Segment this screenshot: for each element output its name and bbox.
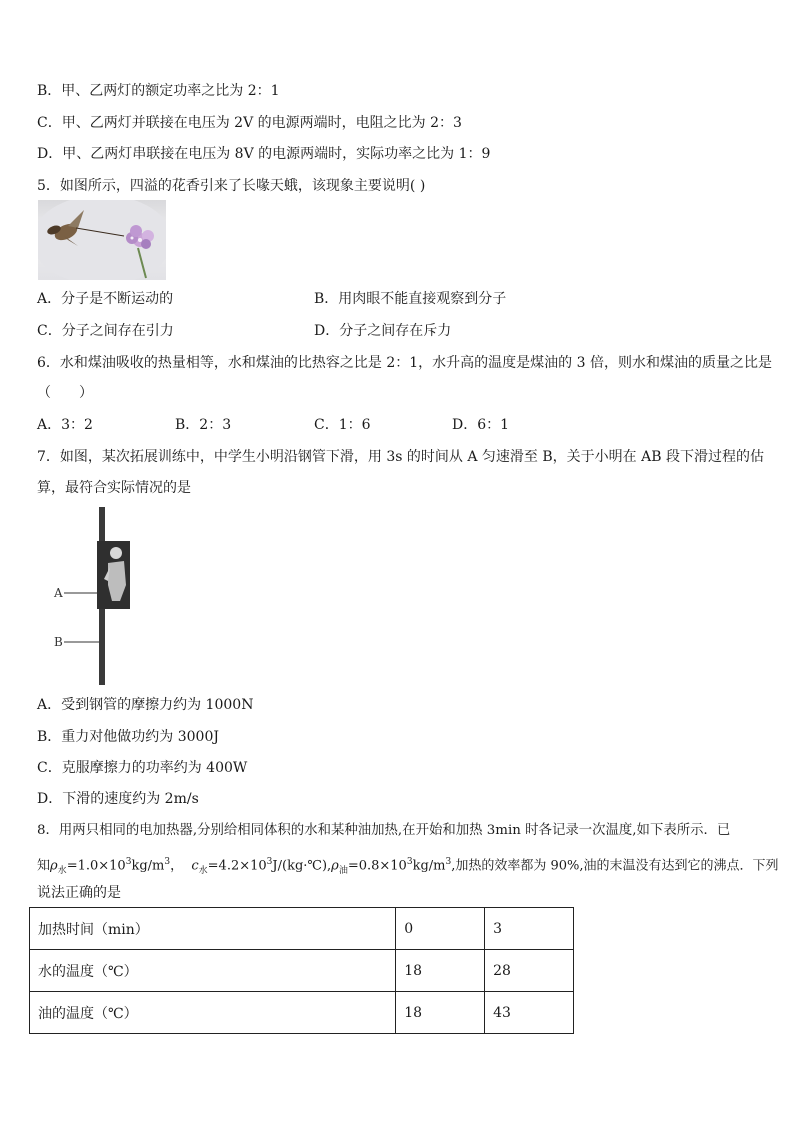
table-cell: 18 bbox=[396, 992, 485, 1034]
table-cell: 加热时间（min） bbox=[30, 908, 396, 950]
q8-stem-line3: 说法正确的是 bbox=[37, 885, 121, 901]
q8-stem-line2: 知$\rho_水=1.0\times 10^3kg/m^3$， $c_水=4.2\times 10^3J/(kg\cdot℃),\rho_油=0.8\times 10^3kg/m^3$,加热的效率都为 90%,油的末温没有达到它的沸点．下列 bbox=[37, 857, 779, 876]
table-cell: 0 bbox=[396, 908, 485, 950]
q5-option-c: C．分子之间存在引力 bbox=[37, 323, 174, 339]
q7-option-a: A．受到钢管的摩擦力约为 1000N bbox=[37, 697, 254, 713]
table-cell: 28 bbox=[485, 950, 574, 992]
q8-stem-line1: 8．用两只相同的电加热器,分别给相同体积的水和某种油加热,在开始和加热 3min 时各记录一次温度,如下表所示．已 bbox=[37, 823, 731, 838]
table-row bbox=[30, 992, 574, 1034]
table-cell: 18 bbox=[396, 950, 485, 992]
table-row bbox=[30, 908, 574, 950]
steel-pipe-figure bbox=[50, 505, 130, 687]
q6-stem: 6．水和煤油吸收的热量相等，水和煤油的比热容之比是 2：1，水升高的温度是煤油的 3 倍，则水和煤油的质量之比是 bbox=[37, 355, 772, 371]
q7-stem-line1: 7．如图，某次拓展训练中，中学生小明沿钢管下滑，用 3s 的时间从 A 匀速滑至 B，关于小明在 AB 段下滑过程的估 bbox=[37, 449, 764, 465]
label-point-b: B bbox=[54, 635, 63, 649]
table-row bbox=[30, 950, 574, 992]
table-cell: 油的温度（℃） bbox=[30, 992, 396, 1034]
temperature-table bbox=[29, 907, 574, 1034]
q5-option-d: D．分子之间存在斥力 bbox=[314, 323, 452, 339]
q6-option-d: D．6：1 bbox=[452, 417, 510, 433]
q7-option-b: B．重力对他做功约为 3000J bbox=[37, 729, 219, 745]
option-b-prev: B．甲、乙两灯的额定功率之比为 2：1 bbox=[37, 83, 280, 99]
option-c-prev: C．甲、乙两灯并联接在电压为 2V 的电源两端时，电阻之比为 2：3 bbox=[37, 115, 462, 131]
table-cell: 43 bbox=[485, 992, 574, 1034]
q7-option-d: D．下滑的速度约为 2m/s bbox=[37, 791, 199, 807]
label-point-a: A bbox=[54, 586, 63, 600]
q7-stem-line2: 算，最符合实际情况的是 bbox=[37, 480, 191, 496]
q6-blank: （ ） bbox=[37, 385, 93, 401]
table-cell: 3 bbox=[485, 908, 574, 950]
q5-option-a: A．分子是不断运动的 bbox=[37, 291, 174, 307]
q6-option-c: C．1：6 bbox=[314, 417, 371, 433]
option-d-prev: D．甲、乙两灯串联接在电压为 8V 的电源两端时，实际功率之比为 1：9 bbox=[37, 146, 491, 162]
q6-option-a: A．3：2 bbox=[37, 417, 93, 433]
table-cell: 水的温度（℃） bbox=[30, 950, 396, 992]
q5-stem: 5．如图所示，四溢的花香引来了长喙天蛾，该现象主要说明( ) bbox=[37, 178, 426, 194]
moth-flower-photo bbox=[38, 200, 166, 280]
q5-option-b: B．用肉眼不能直接观察到分子 bbox=[314, 291, 507, 307]
q6-option-b: B．2：3 bbox=[175, 417, 232, 433]
q7-option-c: C．克服摩擦力的功率约为 400W bbox=[37, 760, 248, 776]
